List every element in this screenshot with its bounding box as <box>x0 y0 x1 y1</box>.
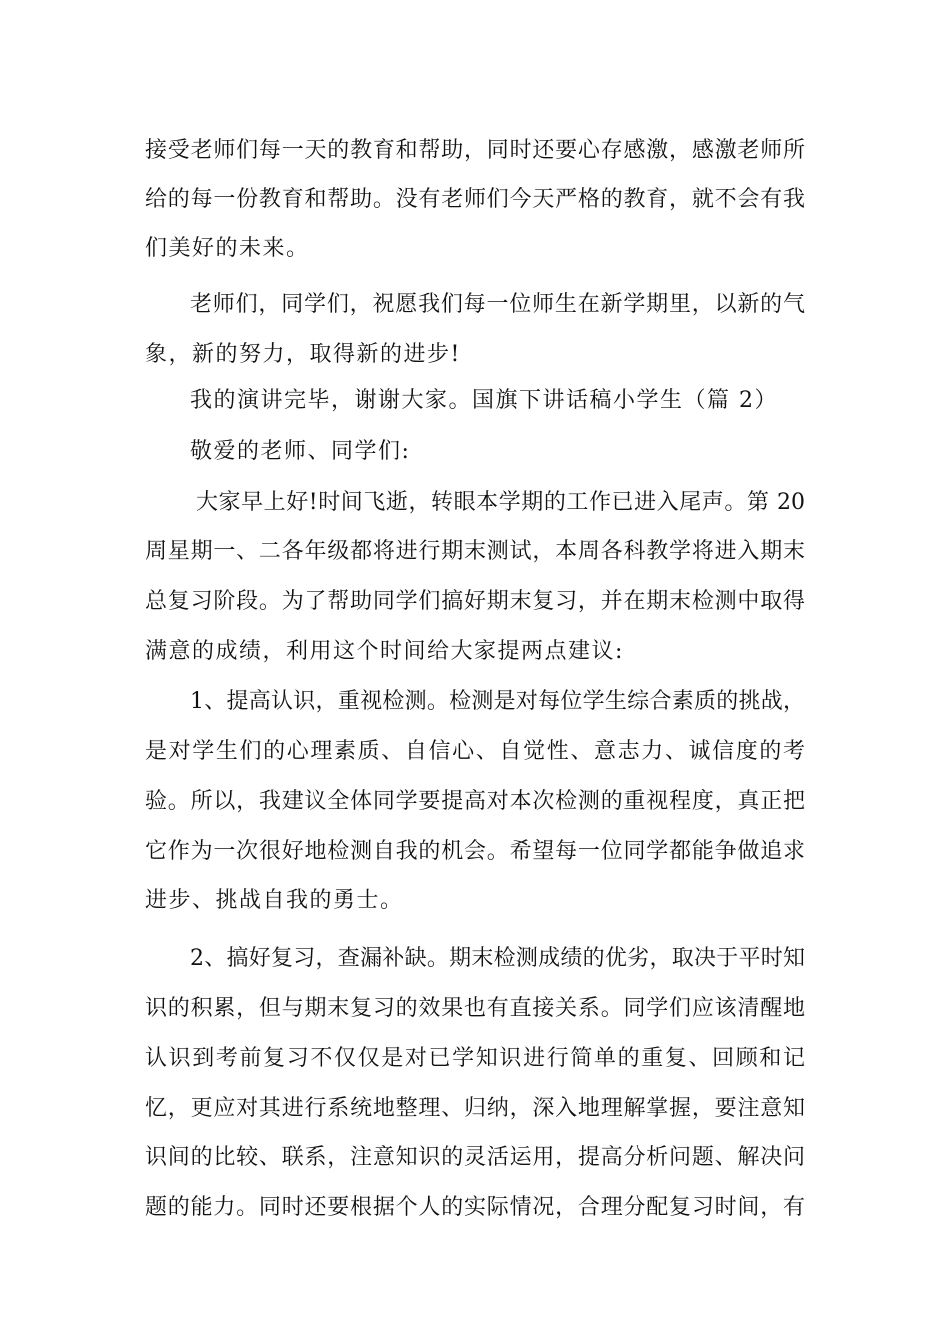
text-line: 题的能力。同时还要根据个人的实际情况，合理分配复习时间，有 <box>145 1195 805 1220</box>
text-line: 验。所以，我建议全体同学要提高对本次检测的重视程度，真正把 <box>145 789 805 814</box>
text-line: 大家早上好!时间飞逝，转眼本学期的工作已进入尾声。第 20 <box>196 490 805 515</box>
text-line: 接受老师们每一天的教育和帮助，同时还要心存感激，感激老师所 <box>145 138 805 163</box>
text-line: 给的每一份教育和帮助。没有老师们今天严格的教育，就不会有我 <box>145 187 805 212</box>
text-line: 忆，更应对其进行系统地整理、归纳，深入地理解掌握，要注意知 <box>145 1096 805 1121</box>
text-line: 2、搞好复习，查漏补缺。期末检测成绩的优劣，取决于平时知 <box>190 946 805 971</box>
text-line: 们美好的未来。 <box>145 236 310 261</box>
text-line: 1、提高认识，重视检测。检测是对每位学生综合素质的挑战， <box>190 689 805 714</box>
text-line: 识间的比较、联系，注意知识的灵活运用，提高分析问题、解决问 <box>145 1145 805 1170</box>
text-line: 是对学生们的心理素质、自信心、自觉性、意志力、诚信度的考 <box>145 739 805 764</box>
text-line: 总复习阶段。为了帮助同学们搞好期末复习，并在期末检测中取得 <box>145 589 805 614</box>
text-line: 进步、挑战自我的勇士。 <box>145 888 404 913</box>
text-line: 满意的成绩，利用这个时间给大家提两点建议: <box>145 639 624 664</box>
text-line: 我的演讲完毕，谢谢大家。国旗下讲话稿小学生（篇 2） <box>190 388 778 413</box>
text-line: 老师们，同学们，祝愿我们每一位师生在新学期里，以新的气 <box>190 292 805 317</box>
text-line: 认识到考前复习不仅仅是对已学知识进行简单的重复、回顾和记 <box>145 1046 805 1071</box>
text-line: 象，新的努力，取得新的进步! <box>145 342 461 367</box>
text-line: 识的积累，但与期末复习的效果也有直接关系。同学们应该清醒地 <box>145 996 805 1021</box>
text-line: 敬爱的老师、同学们: <box>190 439 411 464</box>
text-line: 周星期一、二各年级都将进行期末测试，本周各科教学将进入期末 <box>145 539 805 564</box>
text-line: 它作为一次很好地检测自我的机会。希望每一位同学都能争做追求 <box>145 839 805 864</box>
